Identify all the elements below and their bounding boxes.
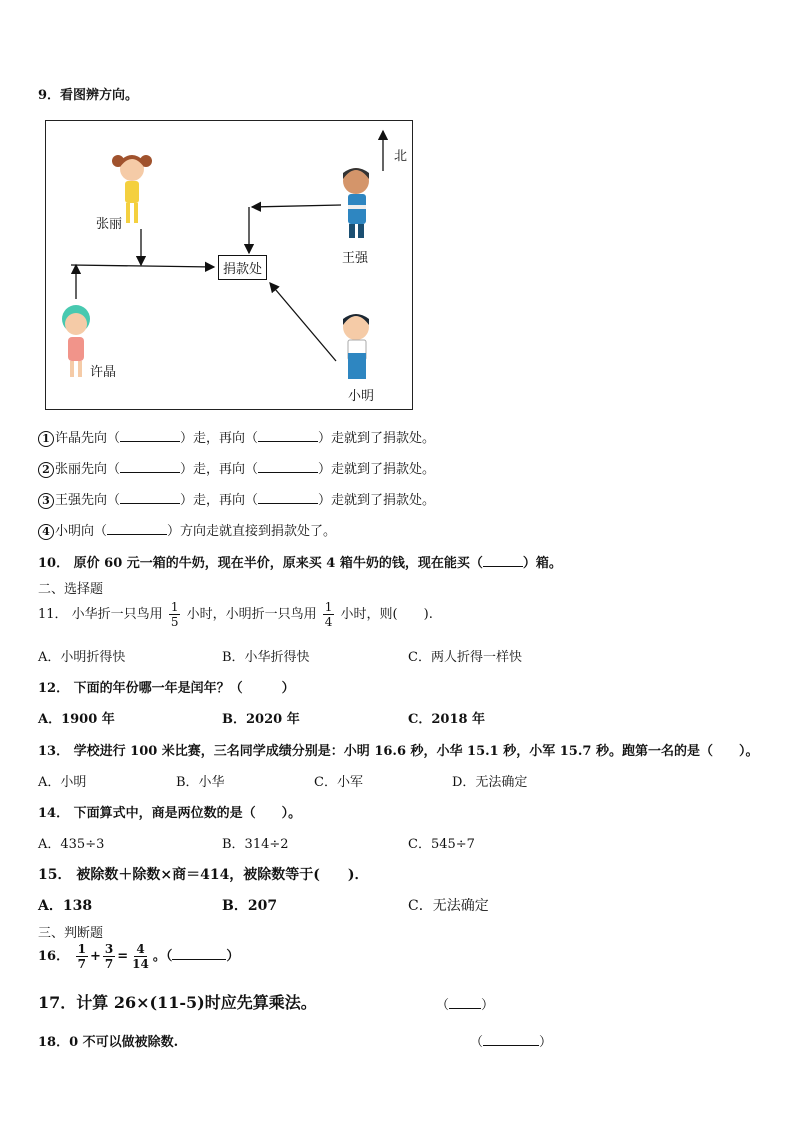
q15-option-a[interactable]: A．138 xyxy=(38,898,93,914)
answer-blank[interactable] xyxy=(483,566,523,567)
text: （ xyxy=(470,1035,484,1050)
text: ）走，再向（ xyxy=(180,462,259,477)
text: （ xyxy=(436,998,450,1013)
text: 小明向（ xyxy=(55,524,108,539)
q13: 13． 学校进行 100 米比赛，三名同学成绩分别是：小明 16.6 秒，小华 15.1 秒，小军 15.7 秒。跑第一名的是（ ）。 xyxy=(38,744,759,759)
numerator: 3 xyxy=(104,942,114,956)
wangqiang-figure xyxy=(343,168,369,238)
q13-option-c[interactable]: C．小军 xyxy=(314,775,363,790)
north-label: 北 xyxy=(394,149,408,164)
q11 xyxy=(38,600,433,629)
arrow-xiaoming-nw xyxy=(270,283,336,361)
circled-number: 4 xyxy=(38,524,54,540)
answer-blank[interactable] xyxy=(449,1008,481,1009)
q9-sub1 xyxy=(38,427,435,447)
text: 小时，则( ). xyxy=(340,607,433,622)
q14: 14． 下面算式中，商是两位数的是（ ）。 xyxy=(38,806,302,821)
text: 许晶先向（ xyxy=(55,431,121,446)
text: ）箱。 xyxy=(522,556,562,571)
circled-number: 3 xyxy=(38,493,54,509)
plus-sign: + xyxy=(89,949,101,964)
q12: 12． 下面的年份哪一年是闰年？（ ） xyxy=(38,681,295,696)
fraction xyxy=(76,942,88,971)
section-choice: 二、选择题 xyxy=(38,582,104,597)
circled-number: 1 xyxy=(38,431,54,447)
wangqiang-label: 王强 xyxy=(342,251,369,266)
text: ）走就到了捐款处。 xyxy=(318,462,436,477)
text: 。（ xyxy=(152,949,173,964)
text: ）走就到了捐款处。 xyxy=(318,431,436,446)
answer-blank[interactable] xyxy=(120,503,180,504)
q13-option-d[interactable]: D．无法确定 xyxy=(452,775,528,790)
q14-option-c[interactable]: C．545÷7 xyxy=(408,837,475,852)
section-judge: 三、判断题 xyxy=(38,926,104,941)
xujing-label: 许晶 xyxy=(90,365,117,380)
q12-option-c[interactable]: C．2018 年 xyxy=(408,712,486,727)
xiaoming-figure xyxy=(343,314,369,379)
text: ）走，再向（ xyxy=(180,431,259,446)
text: ）走，再向（ xyxy=(180,493,259,508)
equals-sign: = xyxy=(117,949,129,964)
text: 小时，小明折一只鸟用 xyxy=(186,607,317,622)
q10 xyxy=(38,552,562,571)
answer-blank[interactable] xyxy=(258,503,318,504)
q11-option-b[interactable]: B．小华折得快 xyxy=(222,650,310,665)
q11-option-c[interactable]: C．两人折得一样快 xyxy=(408,650,522,665)
xujing-figure xyxy=(62,305,90,377)
denominator: 4 xyxy=(324,615,333,629)
fraction xyxy=(103,942,115,971)
numerator: 1 xyxy=(170,600,179,614)
q15: 15． 被除数＋除数×商＝414，被除数等于( )． xyxy=(38,867,369,883)
text: ） xyxy=(539,1035,553,1050)
zhangli-label: 张丽 xyxy=(96,217,123,232)
q18: 18．0 不可以做被除数. xyxy=(38,1035,179,1050)
circled-number: 2 xyxy=(38,462,54,478)
numerator: 1 xyxy=(324,600,333,614)
text: ）方向走就直接到捐款处了。 xyxy=(167,524,337,539)
text: ） xyxy=(226,949,240,964)
q16 xyxy=(38,942,239,971)
q12-option-b[interactable]: B．2020 年 xyxy=(222,712,300,727)
denominator: 14 xyxy=(132,957,149,971)
q14-option-b[interactable]: B．314÷2 xyxy=(222,837,289,852)
q15-option-c[interactable]: C．无法确定 xyxy=(408,898,489,914)
text: ）走就到了捐款处。 xyxy=(318,493,436,508)
q13-option-a[interactable]: A．小明 xyxy=(38,775,87,790)
denominator: 7 xyxy=(77,957,86,971)
text: 11． 小华折一只鸟用 xyxy=(38,607,163,622)
arrow-wangqiang-west xyxy=(252,205,341,207)
fraction xyxy=(169,600,181,629)
q17-answer xyxy=(436,994,494,1013)
answer-blank[interactable] xyxy=(172,959,226,960)
answer-blank[interactable] xyxy=(120,472,180,473)
q13-option-b[interactable]: B．小华 xyxy=(176,775,225,790)
numerator: 4 xyxy=(136,942,145,956)
q9-sub2 xyxy=(38,458,435,478)
text: 王强先向（ xyxy=(55,493,121,508)
q15-option-b[interactable]: B．207 xyxy=(222,898,278,914)
denominator: 7 xyxy=(104,957,114,971)
q9-title: 9．看图辨方向。 xyxy=(38,88,139,103)
text: 张丽先向（ xyxy=(55,462,121,477)
donation-point-box: 捐款处 xyxy=(218,255,267,280)
text: ） xyxy=(481,998,495,1013)
direction-figure xyxy=(45,120,413,410)
answer-blank[interactable] xyxy=(258,472,318,473)
fraction xyxy=(130,942,151,971)
answer-blank[interactable] xyxy=(120,441,180,442)
fraction xyxy=(323,600,335,629)
denominator: 5 xyxy=(170,615,179,629)
q12-option-a[interactable]: A．1900 年 xyxy=(38,712,115,727)
q14-option-a[interactable]: A．435÷3 xyxy=(38,837,105,852)
arrow-xujing-east xyxy=(71,265,214,267)
q11-option-a[interactable]: A．小明折得快 xyxy=(38,650,126,665)
answer-blank[interactable] xyxy=(483,1045,539,1046)
q9-sub4 xyxy=(38,520,336,540)
q9-sub3 xyxy=(38,489,435,509)
answer-blank[interactable] xyxy=(258,441,318,442)
numerator: 1 xyxy=(77,942,86,956)
xiaoming-label: 小明 xyxy=(348,389,375,404)
text: 16． xyxy=(38,949,70,964)
answer-blank[interactable] xyxy=(107,534,167,535)
text: 10． 原价 60 元一箱的牛奶，现在半价，原来买 4 箱牛奶的钱，现在能买（ xyxy=(38,556,483,571)
q17: 17．计算 26×(11-5)时应先算乘法。 xyxy=(38,993,317,1012)
q18-answer xyxy=(470,1031,552,1050)
